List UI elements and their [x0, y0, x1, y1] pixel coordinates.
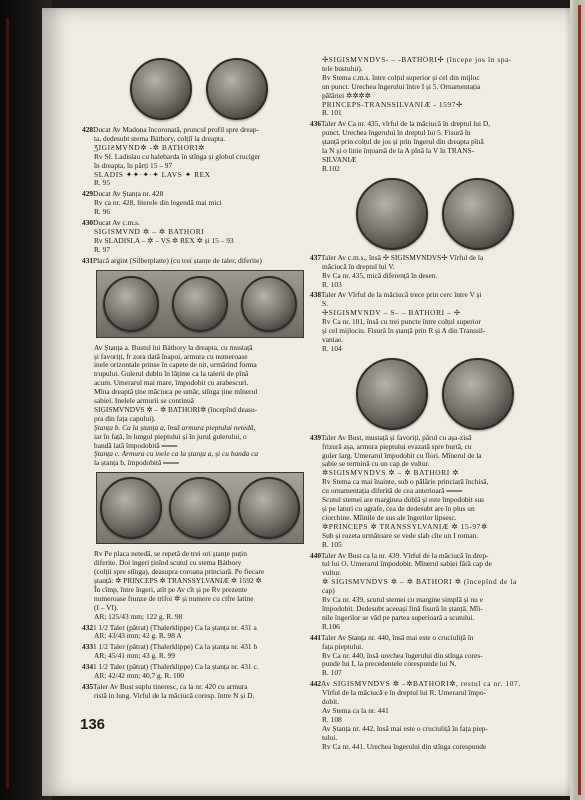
silver-plate-obverse-image [96, 270, 304, 338]
entry-line: Mîna dreaptă ține măciuca pe umăr, stînga ține mînerul [94, 387, 258, 397]
coin-photo-436 [356, 178, 560, 250]
entry-line: și cel mijlociu. Fisură în ștanță prin R și A din Transsil- [322, 326, 486, 336]
entry-legend: ✲ SIGISMVNDVS ✲ – ✲ BATHORI ✲ (începînd de la [322, 577, 517, 587]
entry-reference: AR; 42/42 mm; 40,7 g. R. 100 [94, 671, 185, 681]
entry-line: sabiei. Inelele armurii se continuă [94, 396, 194, 406]
entry-number: 441 [310, 632, 322, 642]
entry-line: fața pieptului. [322, 641, 364, 651]
entry-line: Rv Pe placa netedă, se repetă de trei ori ștanțe puțin [94, 549, 247, 559]
entry-reference: R. 105 [322, 539, 342, 549]
entry-line: Sub și rozeta următoare se vede slab cîte un I roman. [322, 530, 479, 540]
catalog-entry-433 [82, 642, 304, 661]
entry-line: frizură așa, armura pieptului evazată spre burtă, cu [322, 441, 472, 451]
catalog-entry-440 [310, 550, 560, 632]
entry-line: Rv Ca nr. 440, însă urechea îngerului din stînga cores- [322, 650, 483, 660]
entry-line: Rv Ca nr. 101, însă cu trei puncte între colțul superior [322, 317, 481, 327]
entry-number: 430 [82, 218, 94, 228]
catalog-entry-435 [82, 681, 304, 701]
entry-line: Taler Av Vîrful de la măciucă trece prin cerc între V și [321, 290, 482, 300]
catalog-entry-442 [310, 679, 560, 751]
coin-reverse-image [442, 178, 514, 250]
catalog-entry-428 [82, 125, 304, 188]
entry-line: nile îngerilor se văd pe partea superioară a scutului. [322, 612, 475, 622]
entry-line: vaniae. [322, 334, 344, 344]
entry-line: SILVANIÆ [322, 154, 357, 164]
entry-line: ciorchine. Mîinile de sus ale îngerilor lipsesc. [322, 512, 457, 522]
entry-line: Taler Av Bust ca la nr. 439. Vîrful de la măciucă în drep- [321, 550, 489, 560]
entry-line: Placă argint (Silberplatte) (cu trei ștanțe de taler, diferite) [93, 255, 262, 265]
entry-number: 437 [310, 252, 322, 262]
entry-line: guler larg. Umerarul împodobit cu flori. Mînerul de la [322, 450, 482, 460]
entry-line: pra din fața capului). [94, 413, 156, 423]
entry-number: 438 [310, 290, 322, 300]
entry-reference: R. 97 [94, 244, 111, 254]
entry-line: Taler Av Bust suplu tineresc, ca la nr. 420 cu armura [93, 681, 248, 691]
reverse-die-2-image [169, 477, 231, 539]
entry-line: (colții spre stînga), deasupra coroana princiară. Pe fiecare [94, 567, 265, 577]
entry-number: 431 [82, 255, 94, 265]
entry-line: pălăriei ✲✲✲✲ [322, 90, 371, 100]
entry-line: (I – VI). [94, 602, 119, 612]
coin-photo-428 [94, 58, 304, 120]
entry-line: Rv Stema c.m.s. între colțul superior și cel din mijloc [322, 72, 480, 82]
entry-line: Rv Ca nr. 441. Urechea îngerului din stînga corespunde [322, 741, 487, 751]
entry-line: Av Ștanța a. Bustul lui Báthory la dreapta, cu mustață [94, 342, 253, 352]
coin-obverse-image [356, 358, 428, 430]
entry-line: Rv Ca nr. 439, scutul stemei cu margine simplă și nu e [322, 595, 483, 605]
entry-line: măciucă în dreptul lui V. [322, 261, 395, 271]
entry-line: cu ornamentația diferită de cea anterioară ═══ [322, 486, 463, 496]
entry-number: 440 [310, 550, 322, 560]
entry-line: ștanță: ✲ PRINCEPS ✲ TRANSSYLVANIÆ ✲ 1592 ✲ [94, 576, 262, 585]
coin-photo-438 [356, 358, 560, 430]
entry-line: Ducat Av c.m.s. [93, 218, 140, 228]
entry-line: iar în față, în lungul pieptului și în jurul gulerului, o [94, 431, 247, 441]
entry-line: ștanță prin colțul de jos și prin îngerul din dreapta pînă [322, 137, 484, 147]
entry-line: Taler Av c.m.s., însă ✢ SIGISMVNDVS✢ Vîrful de la [321, 252, 484, 262]
catalog-entry-439 [310, 432, 560, 550]
left-column [82, 56, 304, 703]
entry-legend: ✢SIGISMVNDV – S– – BATHORI – ✢ [322, 308, 461, 318]
entry-line: ta, dedesubt stema Báthory, colțiî la dreapta. [94, 133, 226, 143]
entry-legend: ƷIGIƧMVND✲ -✲ BATHORI✲ [94, 142, 205, 152]
entry-line: dobit. [322, 697, 340, 707]
entry-line: tele bustului). [322, 63, 363, 73]
entry-legend: ✲SIGISMVNDVS ✲ – ✲ BATHORI ✲ [322, 468, 460, 478]
coin-reverse-image [442, 358, 514, 430]
entry-reference: R. 104 [322, 343, 342, 353]
entry-line: sabie se termină cu un cap de vultur. [322, 459, 430, 469]
entry-line: Rv SLADISLA – ✲ – VS ✲ REX ✲ și 15 – 93 [94, 235, 234, 245]
entry-line: Vîrful de la măciucă e în dreptul lui R. Umerarul împo- [322, 688, 486, 698]
entry-reference: R. 107 [322, 668, 342, 678]
entry-line: numeroase frunze de trifoi ✲ și numere cu cifre latine [94, 593, 254, 603]
entry-line: la ștanța b, împodobită ═══ [94, 458, 179, 468]
entry-line: bandă lată împodobită ═══ [94, 440, 178, 450]
entry-line: SIGISMVNDVS ✲ – ✲ BATHORI✲ (începînd deasu- [94, 404, 258, 414]
coin-obverse-image [130, 58, 192, 120]
catalog-entry-430 [82, 218, 304, 255]
entry-reference: AR; 125/43 mm; 122 g. R. 98 [94, 611, 183, 621]
entry-line: 1 1/2 Taler (pătrat) (Thalerklippe) Ca la ștanța nr. 431 a [93, 622, 257, 632]
entry-number: 439 [310, 432, 322, 442]
catalog-entry-432 [82, 622, 304, 642]
entry-reference: R.106 [322, 621, 340, 631]
entry-reference: R. 103 [322, 279, 342, 289]
entry-line: 1 1/2 Taler (pătrat) (Thalerklippe) Ca la ștanța nr. 431 b [93, 642, 258, 652]
entry-line: un punct. Urechea îngerului între I și 5. Ornamentația [322, 81, 481, 91]
entry-reference: R. 108 [322, 714, 342, 724]
entry-line: Scutul stemei are marginea dublă și este împodobit sus [322, 495, 485, 505]
entry-line: în dreapta, în părți 15 – 97 [94, 160, 173, 170]
entry-line: tul lui O. Umerarul împodobit. Mînerul sabiei fără cap de [322, 559, 492, 569]
entry-line: la N și o linie înțoarsă de la A pînă la V în TRANS- [322, 146, 475, 156]
entry-legend: ✲PRINCEPS ✲ TRANSSYLVANIÆ ✲ 15-97✲ [322, 521, 488, 531]
catalog-entry-429 [82, 189, 304, 217]
entry-line: Ștanța b. Ca la ștanța a, însă armura pieptului netedă, [94, 422, 256, 432]
entry-line: acum. Umerarul mai mare, împodobit cu arabescuri. [94, 378, 249, 388]
entry-legend: Av SIGISMVNDVS ✲ –✲BATHORI✲, restul ca nr. 107. [321, 679, 521, 689]
catalog-entry-438 [310, 290, 560, 353]
entry-line: cap) [322, 586, 335, 596]
entry-line: și favoriți, fr zora dată înapoi, armura cu numeroase [94, 351, 248, 361]
die-a-image [103, 276, 159, 332]
entry-number: 432 [82, 622, 94, 632]
page-number: 136 [80, 716, 106, 733]
entry-number: 428 [82, 125, 94, 134]
coin-obverse-image [356, 178, 428, 250]
entry-line: punct. Urechea îngerului în dreptul lui 5. Fisură în [322, 128, 471, 138]
die-b-image [172, 276, 228, 332]
entry-number: 433 [82, 642, 94, 652]
entry-line: Taler Av Ștanța nr. 440, însă mai este o cruciuliță în [321, 632, 474, 642]
catalog-entry-441 [310, 632, 560, 679]
die-c-image [241, 276, 297, 332]
entry-line: Taler Av Bust, mustață și favoriți, părul cu așa-zisă [321, 432, 472, 442]
entry-line: S. [322, 299, 328, 309]
entry-reference: R. 101 [322, 108, 342, 118]
entry-line: trupului. Gulerul dublu în lățime ca la talerii de pînă [94, 369, 249, 379]
entry-line: Ducat Av Madona încoronată, pruncul profil spre dreap- [93, 125, 260, 134]
entry-line: împodobit. Dedesubt aceeași fină fisură în ștanță. Mîi- [322, 603, 483, 613]
entry-line: Rv Ca nr. 435, mică diferență în desen. [322, 270, 438, 280]
entry-number: 435 [82, 681, 94, 691]
entry-line: Av Ștanța nr. 442, însă mai este o cruciuliță în fața piep- [322, 723, 488, 733]
catalog-entry-436 [310, 119, 560, 173]
entry-reference: R. 96 [94, 207, 111, 217]
entry-number: 442 [310, 679, 322, 689]
entry-legend: PRINCEPS-TRANSSILVANIÆ - 1597✢ [322, 99, 463, 109]
entry-line: Rv ca nr. 428, literele din legendă mai mici [94, 198, 222, 208]
entry-line: ristă in lung. Virful de la măciucă coresp. între N și D. [94, 690, 255, 700]
entry-line: punde lui I, la precedentele corespunde lui N. [322, 659, 457, 669]
entry-line: Rv Sf. Ladislau cu halebarda în stînga și globul cruciger [94, 151, 261, 161]
page-stack-edge [570, 0, 585, 800]
entry-line: vultur. [322, 568, 342, 578]
entry-line: Ducat Av Ștanța nr. 428 [93, 189, 164, 199]
entry-reference: AR; 43/43 mm; 42 g. R. 98 A [94, 631, 182, 641]
reverse-die-1-image [100, 477, 162, 539]
catalog-entry-437 [310, 252, 560, 290]
entry-number: 434 [82, 662, 94, 672]
spine-stripe [6, 18, 9, 788]
entry-number: 436 [310, 119, 322, 129]
entry-reference: R. 95 [94, 178, 111, 188]
entry-reference: AR; 45/41 mm; 43 g. R. 99 [94, 651, 175, 661]
entry-line: inele orizontale prinse în capete de nit, urmărind forma [94, 360, 257, 370]
entry-number: 429 [82, 189, 94, 199]
catalog-entry-434 [82, 662, 304, 681]
page-edge-red-line [578, 5, 581, 795]
entry-line: 1 1/2 Taler (pătrat) (Thalerklippe) Ca la ștanța nr. 431 c. [93, 662, 259, 672]
entry-legend: SIGISMVND ✲ – ✲ BATHORI [94, 226, 205, 236]
entry-line: diferite. Doi ingeri ținînd scutul cu stema Báthory [94, 558, 242, 568]
catalog-entry-435-continued [322, 56, 560, 118]
entry-legend: ✢SIGISMVNDVS- – -BATHORI✢ (începe jos în spa- [322, 55, 513, 64]
entry-legend: SLADIS ✦✦·✦·✦ LAVS ✦ REX [94, 169, 211, 179]
entry-line: tului. [322, 732, 338, 742]
entry-line: Av Stema ca la nr. 441 [322, 705, 389, 715]
entry-line: Ștanța c. Armura cu inele ca la ștanța a, și cu banda ca [94, 449, 259, 459]
entry-reference: R.102 [322, 163, 340, 173]
coin-reverse-image [206, 58, 268, 120]
catalog-entry-431 [82, 255, 304, 622]
entry-line: și pe laturi cu agrafe, cea de dedesubt are în plus un [322, 504, 475, 513]
entry-line: În cîmp, între îngeri, atît pe Av cît și pe Rv prezente [94, 584, 248, 594]
right-column [310, 55, 560, 753]
entry-line: Rv Stema ca mai înainte, sub o pălărie princiară închisă, [322, 477, 489, 487]
entry-line: Taler Av Ca nr. 435, vîrful de la măciucă în dreptul lui D, [321, 119, 491, 129]
reverse-die-3-image [238, 477, 300, 539]
silver-plate-reverse-image [96, 472, 304, 544]
